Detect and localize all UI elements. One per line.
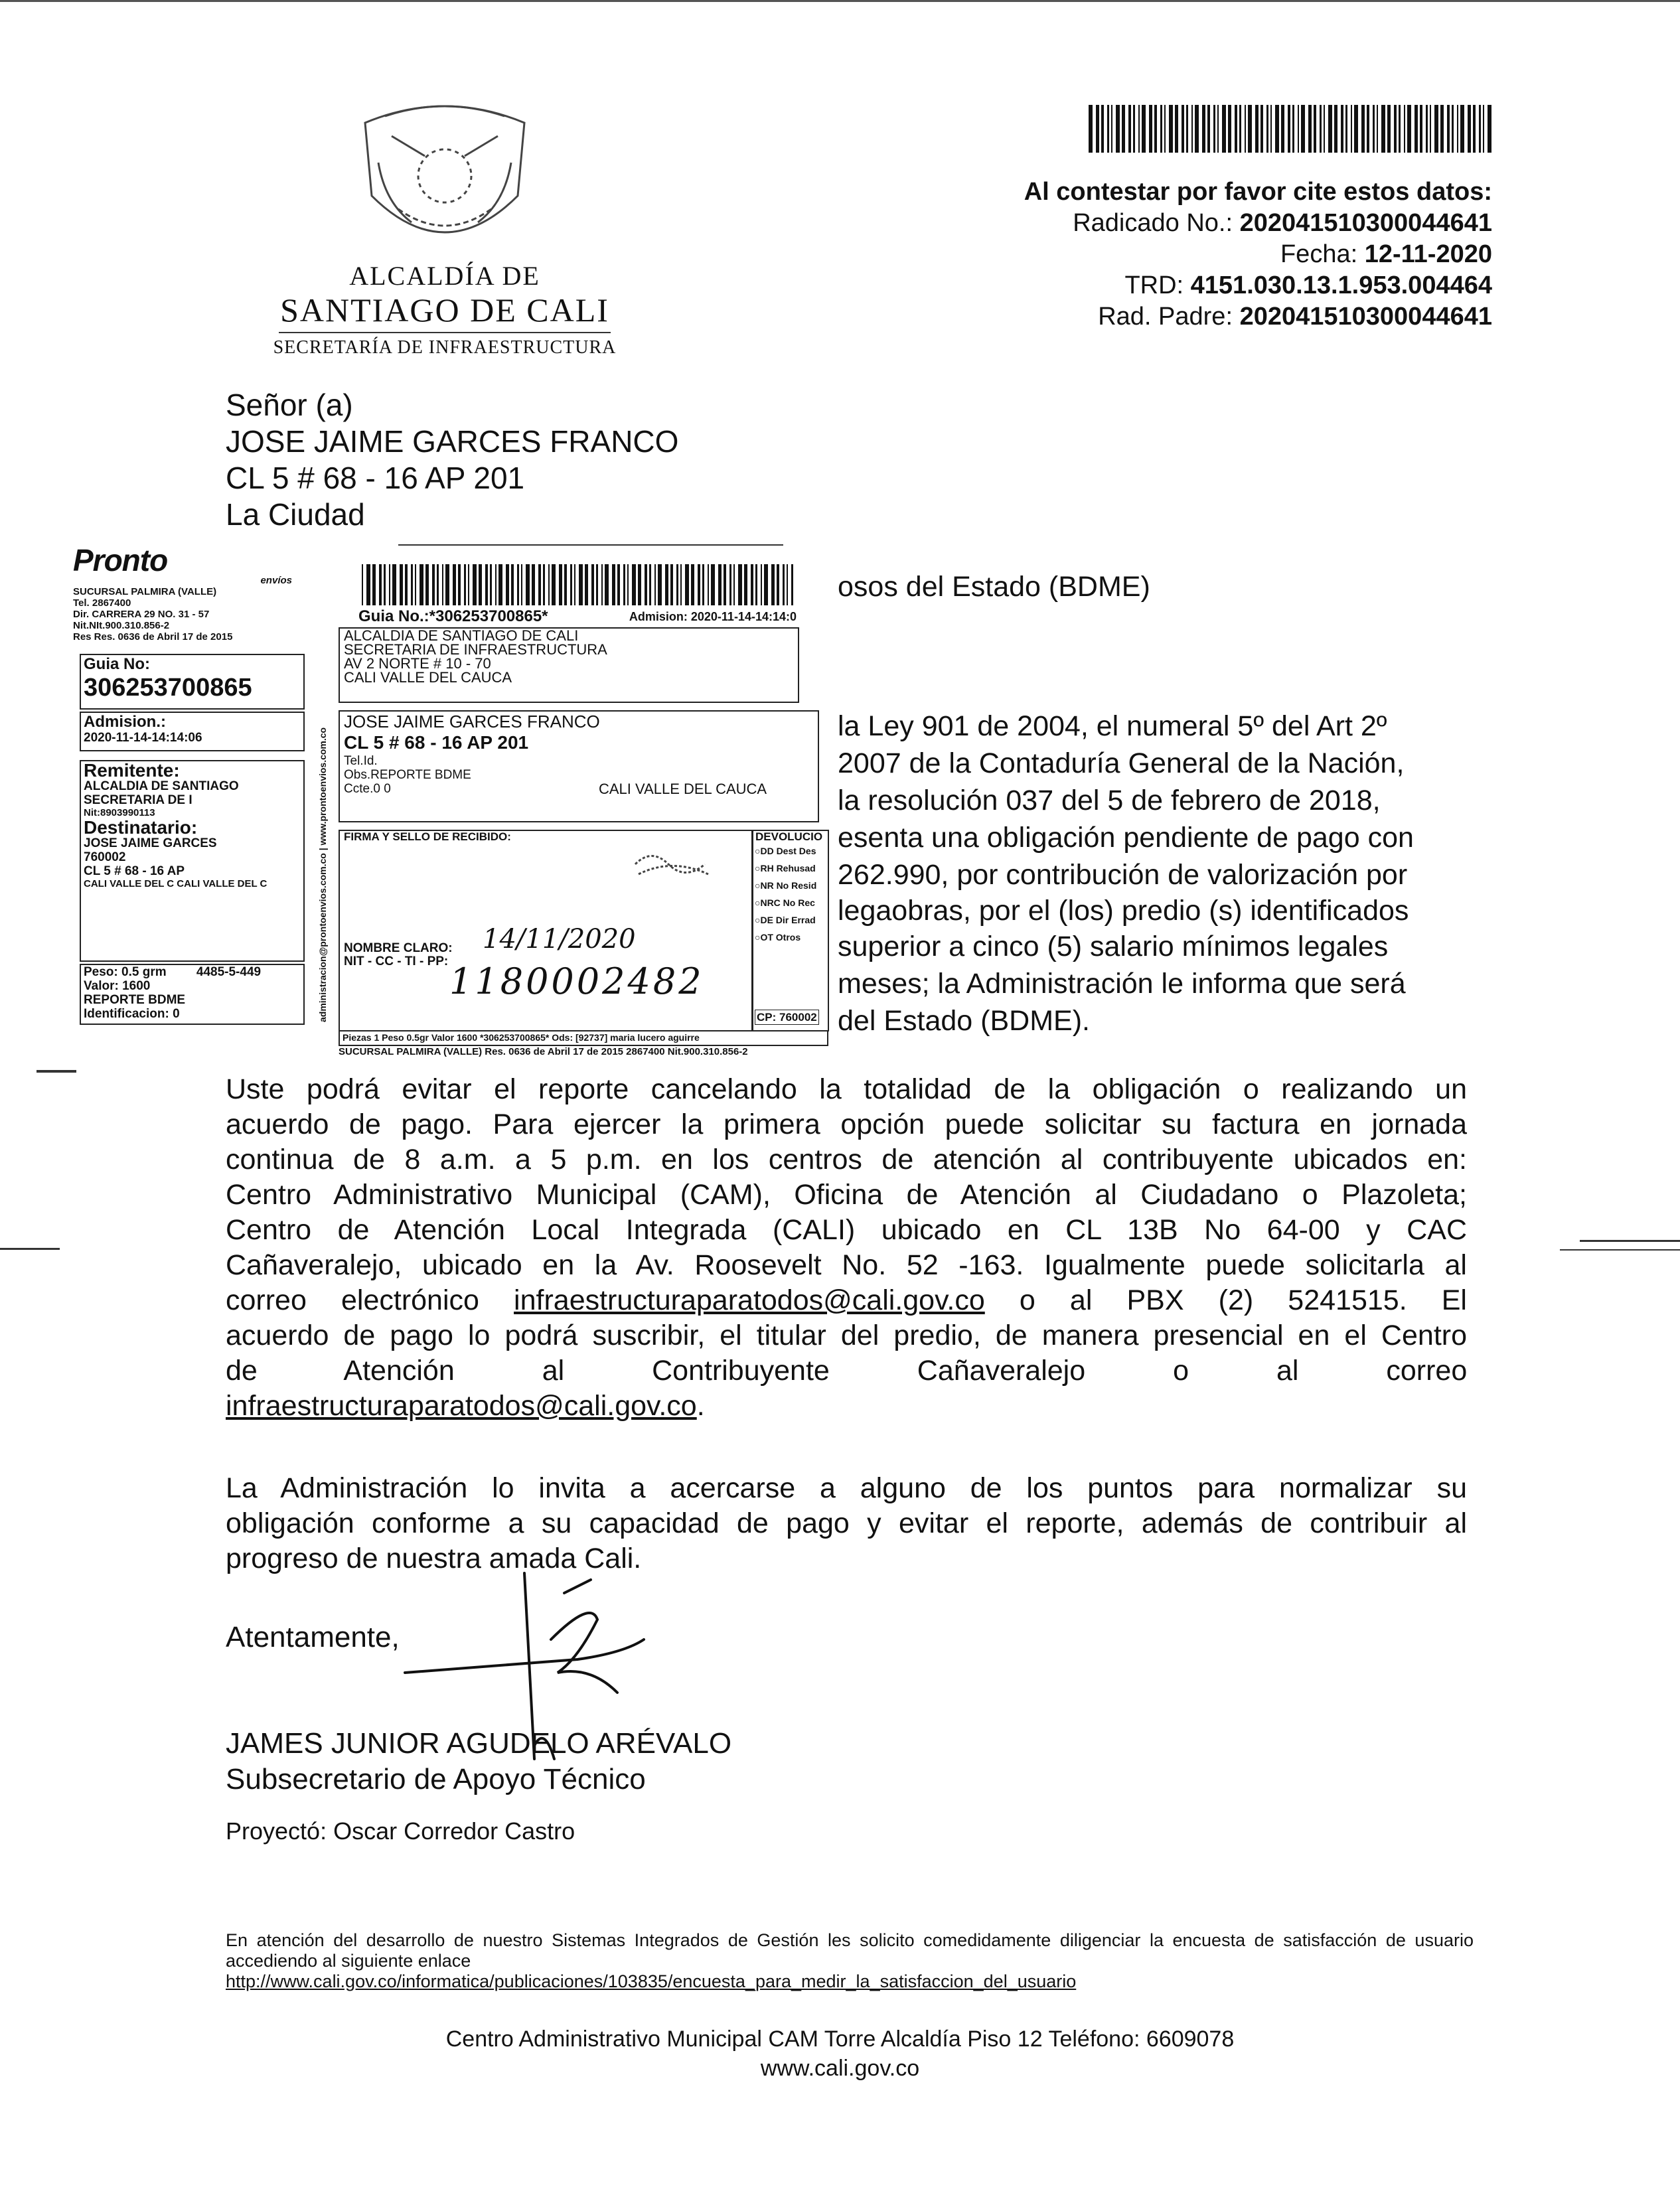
received-stamp-scribble: [632, 844, 712, 884]
barcode-bar: [1361, 105, 1365, 153]
signer-name: JAMES JUNIOR AGUDELO ARÉVALO: [226, 1727, 732, 1760]
stub-guia-number: 306253700865: [84, 674, 252, 702]
barcode-bar: [574, 564, 575, 605]
paragraph-options: [226, 1072, 1467, 1424]
survey-link[interactable]: http://www.cali.gov.co/informatica/publicaciones/103835/encuesta_para_medir_la_satisfaccion_del_usuario: [226, 1971, 1077, 1991]
barcode-bar: [1149, 105, 1152, 153]
barcode-bar: [649, 564, 651, 605]
radicado-barcode: [1089, 105, 1493, 153]
devolucion-list: [753, 842, 828, 946]
barcode-bar: [1354, 105, 1358, 153]
barcode-bar: [1195, 105, 1199, 153]
courier-tel: Tel. 2867400: [73, 597, 131, 609]
stub-code: 4485-5-449: [196, 965, 262, 979]
closing: Atentamente,: [226, 1621, 400, 1653]
barcode-bar: [1394, 105, 1397, 153]
barcode-bar: [570, 564, 572, 605]
paragraph-line: Uste podrá evitar el reporte cancelando la totalidad de la obligación o realizando un: [226, 1073, 1467, 1105]
barcode-bar: [498, 564, 502, 605]
barcode-bar: [1434, 105, 1438, 153]
barcode-bar: [1430, 105, 1431, 153]
stub-peso: Peso: 0.5 grm: [84, 965, 167, 979]
city-seal-logo: [345, 96, 544, 262]
paragraph-line: Centro de Atención Local Integrada (CALI) ubicado en CL 13B No 64-00 y CAC: [226, 1214, 1467, 1246]
barcode-bar: [526, 564, 530, 605]
survey-text: En atención del desarrollo de nuestro Sistemas Integrados de Gestión les solicito comedidamente diligenciar la encuesta de satisfacción de usuario accediendo al siguiente enlace: [226, 1930, 1474, 1971]
devolucion-option: ○NR No Resid: [755, 880, 817, 891]
barcode-bar: [411, 564, 413, 605]
barcode-bar: [405, 564, 408, 605]
barcode-bar: [453, 564, 456, 605]
stub-remitente-2: SECRETARIA DE I: [84, 793, 192, 807]
barcode-bar: [1111, 105, 1112, 153]
guia-row: [358, 607, 797, 626]
barcode-bar: [670, 564, 673, 605]
paragraph-line: obligación conforme a su capacidad de pago y evitar el reporte, además de contribuir al: [226, 1507, 1467, 1539]
barcode-bar: [591, 564, 594, 605]
handwritten-date: 14/11/2020: [483, 924, 636, 954]
barcode-bar: [1213, 105, 1215, 153]
paragraph-line: Centro Administrativo Municipal (CAM), Oficina de Atención al Ciudadano o Plazoleta;: [226, 1179, 1467, 1211]
stub-remitente-nit: Nit:8903990113: [84, 807, 155, 818]
stub-parties-box: [80, 760, 305, 962]
barcode-bar: [1407, 105, 1411, 153]
barcode-bar: [791, 564, 793, 605]
barcode-bar: [1367, 105, 1369, 153]
barcode-bar: [425, 564, 429, 605]
barcode-bar: [372, 564, 376, 605]
entity-line-1: ALCALDÍA DE: [349, 261, 540, 291]
barcode-bar: [1154, 105, 1157, 153]
recipient-address: CL 5 # 68 - 16 AP 201: [226, 461, 525, 495]
sender-box: [339, 627, 799, 703]
barcode-bar: [468, 564, 469, 605]
radicado-label: Radicado No.:: [1073, 209, 1233, 237]
guia-star: Guia No.:*306253700865*: [358, 607, 548, 625]
barcode-bar: [432, 564, 435, 605]
fecha-value: 12-11-2020: [1364, 240, 1492, 268]
barcode-bar: [1381, 105, 1385, 153]
stub-ident: Identificacion: 0: [84, 1007, 180, 1021]
body-fragment: superior a cinco (5) salario mínimos legales: [838, 931, 1389, 962]
label-bottom-branch: SUCURSAL PALMIRA (VALLE) Res. 0636 de Abril 17 de 2015 2867400 Nit.900.310.856-2: [339, 1046, 748, 1057]
barcode-bar: [1314, 105, 1316, 153]
body-fragment: la resolución 037 del 5 de febrero de 2018,: [838, 785, 1381, 816]
entity-line-3: SECRETARÍA DE INFRAESTRUCTURA: [273, 337, 617, 358]
barcode-bar: [1301, 105, 1305, 153]
scan-mark: [37, 1070, 76, 1073]
barcode-bar: [1101, 105, 1104, 153]
stub-guia-label: Guia No:: [84, 655, 150, 673]
barcode-bar: [724, 564, 726, 605]
barcode-bar: [729, 564, 731, 605]
barcode-bar: [442, 564, 443, 605]
barcode-bar: [521, 564, 522, 605]
barcode-bar: [1420, 105, 1422, 153]
barcode-bar: [1128, 105, 1131, 153]
entity-rule: [279, 332, 611, 333]
barcode-bar: [1341, 105, 1343, 153]
stub-dest-2: 760002: [84, 850, 126, 864]
barcode-bar: [658, 564, 662, 605]
barcode-bar: [579, 564, 583, 605]
scan-mark: [1560, 1249, 1680, 1251]
barcode-bar: [755, 564, 757, 605]
barcode-bar: [702, 564, 704, 605]
handwritten-signature: [392, 1560, 670, 1779]
addressee-name: JOSE JAIME GARCES FRANCO: [344, 712, 600, 731]
barcode-bar: [1222, 105, 1226, 153]
barcode-bar: [685, 564, 689, 605]
cp-label: CP: 760002: [755, 1010, 819, 1025]
paragraph-line: Cañaveralejo, ubicado en la Av. Roosevelt No. 52 -163. Igualmente puede solicitarla al: [226, 1249, 1467, 1281]
salutation: Señor (a): [226, 388, 353, 422]
radicado-value: 202041510300044641: [1239, 209, 1492, 237]
barcode-bar: [548, 564, 550, 605]
barcode-bar: [1377, 105, 1378, 153]
sender-4: CALI VALLE DEL CAUCA: [344, 669, 512, 686]
courier-logo: Pronto: [73, 543, 168, 577]
barcode-bar: [392, 564, 396, 605]
addressee-city: CALI VALLE DEL CAUCA: [599, 781, 767, 797]
stub-weight-box: [80, 964, 305, 1025]
stub-admision-box: [80, 712, 305, 751]
barcode-bar: [1426, 105, 1428, 153]
barcode-bar: [1334, 105, 1337, 153]
recipient-block: [226, 387, 678, 533]
stub-dest-4: CALI VALLE DEL C CALI VALLE DEL C: [84, 878, 267, 889]
addressee-ccte: Ccte.0 0: [344, 782, 391, 796]
scan-mark: [0, 1248, 60, 1250]
sender-3: AV 2 NORTE # 10 - 70: [344, 655, 491, 672]
barcode-bar: [1235, 105, 1237, 153]
barcode-bar: [1164, 105, 1166, 153]
barcode-bar: [1479, 105, 1481, 153]
barcode-bar: [1488, 105, 1491, 153]
addressee-box: [339, 710, 819, 822]
devolucion-option: ○DD Dest Des: [755, 846, 816, 856]
barcode-bar: [517, 564, 519, 605]
barcode-bar: [761, 564, 762, 605]
barcode-bar: [437, 564, 439, 605]
barcode-bar: [1373, 105, 1375, 153]
barcode-bar: [1328, 105, 1332, 153]
barcode-bar: [627, 564, 629, 605]
barcode-bar: [771, 564, 775, 605]
stub-admision-label: Admision.:: [84, 713, 166, 731]
barcode-bar: [612, 564, 615, 605]
barcode-bar: [1275, 105, 1279, 153]
rad-padre-label: Rad. Padre:: [1098, 303, 1233, 331]
stub-valor: Valor: 1600: [84, 979, 151, 993]
trd-value: 4151.030.13.1.953.004464: [1190, 271, 1492, 299]
period: .: [696, 1390, 705, 1422]
email-link-1[interactable]: infraestructuraparatodos@cali.gov.co: [514, 1284, 985, 1316]
barcode-bar: [764, 564, 768, 605]
barcode-bar: [632, 564, 636, 605]
addressee-obs: Obs.REPORTE BDME: [344, 768, 471, 782]
stub-dest-1: JOSE JAIME GARCES: [84, 836, 217, 850]
barcode-bar: [1217, 105, 1219, 153]
devolucion-box: [752, 830, 829, 1031]
barcode-bar: [783, 564, 785, 605]
footer-website: www.cali.gov.co: [760, 2056, 920, 2081]
cite-title: Al contestar por favor cite estos datos:: [1024, 178, 1492, 206]
barcode-bar: [654, 564, 656, 605]
barcode-bar: [1133, 105, 1135, 153]
nit-label: NIT - CC - TI - PP:: [344, 954, 449, 968]
barcode-bar: [601, 564, 603, 605]
body-fragment: la Ley 901 de 2004, el numeral 5º del Art 2º: [838, 710, 1387, 742]
paragraph-line: progreso de nuestra amada Cali.: [226, 1543, 642, 1574]
stub-destinatario-label: Destinatario:: [84, 817, 198, 838]
barcode-bar: [1202, 105, 1205, 153]
barcode-bar: [1175, 105, 1178, 153]
barcode-bar: [362, 564, 363, 605]
projected-by: Proyectó: Oscar Corredor Castro: [226, 1817, 575, 1845]
barcode-bar: [645, 564, 647, 605]
barcode-bar: [1270, 105, 1272, 153]
barcode-bar: [733, 564, 735, 605]
barcode-bar: [1468, 105, 1471, 153]
barcode-bar: [711, 564, 715, 605]
barcode-bar: [1239, 105, 1241, 153]
sender-1: ALCALDIA DE SANTIAGO DE CALI: [344, 627, 579, 644]
barcode-bar: [1483, 105, 1484, 153]
scan-edge-top: [0, 0, 1680, 2]
email-prefix: correo electrónico: [226, 1284, 479, 1316]
barcode-bar: [1122, 105, 1125, 153]
barcode-bar: [1142, 105, 1146, 153]
devolucion-option: ○RH Rehusad: [755, 863, 816, 874]
admision-main: Admision: 2020-11-14-14:14:0: [629, 610, 797, 623]
stub-dest-3: CL 5 # 68 - 16 AP: [84, 864, 185, 878]
paragraph-line: continua de 8 a.m. a 5 p.m. en los centros de atención al contribuyente ubicados en:: [226, 1144, 1467, 1176]
barcode-bar: [1298, 105, 1299, 153]
barcode-bar: [420, 564, 423, 605]
barcode-bar: [564, 564, 567, 605]
barcode-bar: [379, 564, 382, 605]
label-bottom-strip: Piezas 1 Peso 0.5gr Valor 1600 *306253700865* Ods: [92737] maria lucero aguirre: [339, 1030, 828, 1046]
courier-dir: Dir. CARRERA 29 NO. 31 - 57: [73, 609, 210, 620]
barcode-bar: [1281, 105, 1284, 153]
barcode-bar: [585, 564, 588, 605]
barcode-bar: [1440, 105, 1444, 153]
barcode-bar: [1191, 105, 1193, 153]
barcode-bar: [1169, 105, 1173, 153]
devolucion-option: ○OT Otros: [755, 932, 801, 943]
body-fragment: meses; la Administración le informa que será: [838, 968, 1406, 1000]
barcode-bar: [1404, 105, 1405, 153]
barcode-bar: [1096, 105, 1099, 153]
receipt-box: [339, 830, 753, 1031]
body-fragment: esenta una obligación pendiente de pago con: [838, 822, 1414, 854]
paragraph-line: acuerdo de pago. Para ejercer la primera opción puede solicitar su factura en jornada: [226, 1108, 1467, 1140]
barcode-bar: [1387, 105, 1391, 153]
barcode-bar: [691, 564, 694, 605]
barcode-bar: [415, 564, 416, 605]
barcode-bar: [479, 564, 482, 605]
handwritten-id: 1180002482: [449, 960, 704, 1002]
survey-note: [226, 1930, 1474, 1992]
paragraph-line: acuerdo de pago lo podrá suscribir, el titular del predio, de manera presencial en el Centro: [226, 1320, 1467, 1351]
stub-reporte: REPORTE BDME: [84, 993, 186, 1007]
barcode-bar: [708, 564, 709, 605]
body-fragment: 262.990, por contribución de valorización por: [838, 859, 1408, 891]
barcode-bar: [623, 564, 625, 605]
barcode-bar: [532, 564, 535, 605]
stub-peso-row: [81, 965, 303, 979]
devolucion-option: ○DE Dir Errad: [755, 915, 816, 925]
barcode-bar: [458, 564, 461, 605]
nombre-label: NOMBRE CLARO:: [344, 941, 453, 955]
sender-2: SECRETARIA DE INFRAESTRUCTURA: [344, 641, 607, 658]
barcode-bar: [495, 564, 496, 605]
email-link-2[interactable]: infraestructuraparatodos@cali.gov.co: [226, 1390, 697, 1422]
barcode-bar: [738, 564, 742, 605]
barcode-bar: [559, 564, 562, 605]
barcode-bar: [464, 564, 466, 605]
footer-address: [0, 2024, 1680, 2083]
barcode-bar: [1228, 105, 1231, 153]
scan-mark: [398, 544, 783, 546]
rad-padre-value: 202041510300044641: [1239, 303, 1492, 331]
barcode-bar: [445, 564, 449, 605]
addressee-address: CL 5 # 68 - 16 AP 201: [344, 732, 529, 753]
barcode-bar: [744, 564, 747, 605]
barcode-bar: [1182, 105, 1184, 153]
paragraph-line: de Atención al Contribuyente Cañaveralejo o al correo: [226, 1355, 1468, 1387]
barcode-bar: [538, 564, 541, 605]
stub-admision-value: 2020-11-14-14:14:06: [84, 731, 202, 745]
barcode-bar: [605, 564, 609, 605]
fecha-label: Fecha:: [1280, 240, 1358, 268]
courier-res: Res Res. 0636 de Abril 17 de 2015: [73, 631, 233, 643]
paragraph-line: [226, 1283, 1467, 1318]
barcode-bar: [1457, 105, 1458, 153]
barcode-bar: [1460, 105, 1464, 153]
barcode-bar: [680, 564, 682, 605]
barcode-bar: [506, 564, 509, 605]
paragraph-line: [226, 1389, 1467, 1424]
barcode-bar: [638, 564, 641, 605]
barcode-bar: [777, 564, 779, 605]
barcode-bar: [718, 564, 722, 605]
stub-remitente-1: ALCALDIA DE SANTIAGO: [84, 779, 239, 793]
barcode-bar: [698, 564, 700, 605]
recipient-name: JOSE JAIME GARCES FRANCO: [226, 424, 679, 459]
spacer: [226, 1797, 731, 1813]
barcode-bar: [1351, 105, 1352, 153]
body-fragment: osos del Estado (BDME): [838, 571, 1150, 603]
trd-label: TRD:: [1124, 271, 1184, 299]
barcode-bar: [1160, 105, 1162, 153]
body-fragment: 2007 de la Contaduría General de la Nación,: [838, 747, 1405, 779]
barcode-bar: [1186, 105, 1188, 153]
addressee-tel: Tel.Id.: [344, 754, 378, 768]
barcode-bar: [1089, 105, 1093, 153]
barcode-bar: [1255, 105, 1259, 153]
courier-logo-sub: envíos: [260, 575, 292, 586]
barcode-bar: [400, 564, 403, 605]
barcode-bar: [1245, 105, 1246, 153]
barcode-bar: [617, 564, 620, 605]
barcode-bar: [751, 564, 753, 605]
barcode-bar: [1248, 105, 1252, 153]
firma-label: FIRMA Y SELLO DE RECIBIDO:: [344, 830, 511, 843]
devolucion-label: DEVOLUCIO: [755, 830, 823, 843]
courier-website-vertical: administracion@prontoenvios.com.co | www.prontoenvios.com.co: [317, 727, 328, 1022]
scan-mark: [1580, 1240, 1680, 1242]
paragraph-line: La Administración lo invita a acercarse a alguno de los puntos para normalizar su: [226, 1472, 1467, 1504]
courier-header: [73, 543, 299, 644]
barcode-bar: [676, 564, 678, 605]
barcode-bar: [787, 564, 788, 605]
guia-barcode: [362, 564, 793, 605]
courier-branch: SUCURSAL PALMIRA (VALLE): [73, 586, 217, 597]
barcode-bar: [473, 564, 477, 605]
barcode-bar: [1288, 105, 1290, 153]
barcode-bar: [485, 564, 488, 605]
barcode-bar: [1207, 105, 1210, 153]
barcode-bar: [1138, 105, 1140, 153]
barcode-bar: [1266, 105, 1268, 153]
barcode-bar: [1345, 105, 1347, 153]
stub-guia-box: [80, 654, 305, 710]
body-fragment: del Estado (BDME).: [838, 1005, 1090, 1037]
barcode-bar: [511, 564, 514, 605]
email-suffix: o al PBX (2) 5241515. El: [1019, 1284, 1467, 1316]
stub-remitente-label: Remitente:: [84, 760, 180, 781]
barcode-bar: [1399, 105, 1401, 153]
barcode-bar: [596, 564, 598, 605]
barcode-bar: [1260, 105, 1263, 153]
barcode-bar: [1116, 105, 1120, 153]
barcode-bar: [1452, 105, 1454, 153]
barcode-bar: [490, 564, 492, 605]
barcode-bar: [1292, 105, 1294, 153]
addressee-ccte-row: [340, 782, 818, 796]
barcode-bar: [366, 564, 370, 605]
devolucion-option: ○NRC No Rec: [755, 897, 815, 908]
barcode-bar: [1473, 105, 1476, 153]
barcode-bar: [384, 564, 386, 605]
barcode-bar: [1308, 105, 1312, 153]
barcode-bar: [665, 564, 668, 605]
courier-nit: Nit.NIt.900.310.856-2: [73, 620, 170, 631]
barcode-bar: [1107, 105, 1109, 153]
barcode-bar: [1414, 105, 1418, 153]
barcode-bar: [1320, 105, 1322, 153]
signer-title: Subsecretario de Apoyo Técnico: [226, 1763, 646, 1795]
barcode-bar: [1324, 105, 1325, 153]
entity-line-2: SANTIAGO DE CALI: [280, 291, 609, 329]
recipient-city: La Ciudad: [226, 497, 365, 532]
barcode-bar: [543, 564, 545, 605]
body-fragment: legaobras, por el (los) predio (s) identificados: [838, 895, 1409, 927]
barcode-bar: [1447, 105, 1450, 153]
barcode-bar: [389, 564, 390, 605]
radicado-block: [1024, 177, 1492, 333]
barcode-bar: [552, 564, 556, 605]
footer-address-line: Centro Administrativo Municipal CAM Torre Alcaldía Piso 12 Teléfono: 6609078: [445, 2026, 1235, 2052]
